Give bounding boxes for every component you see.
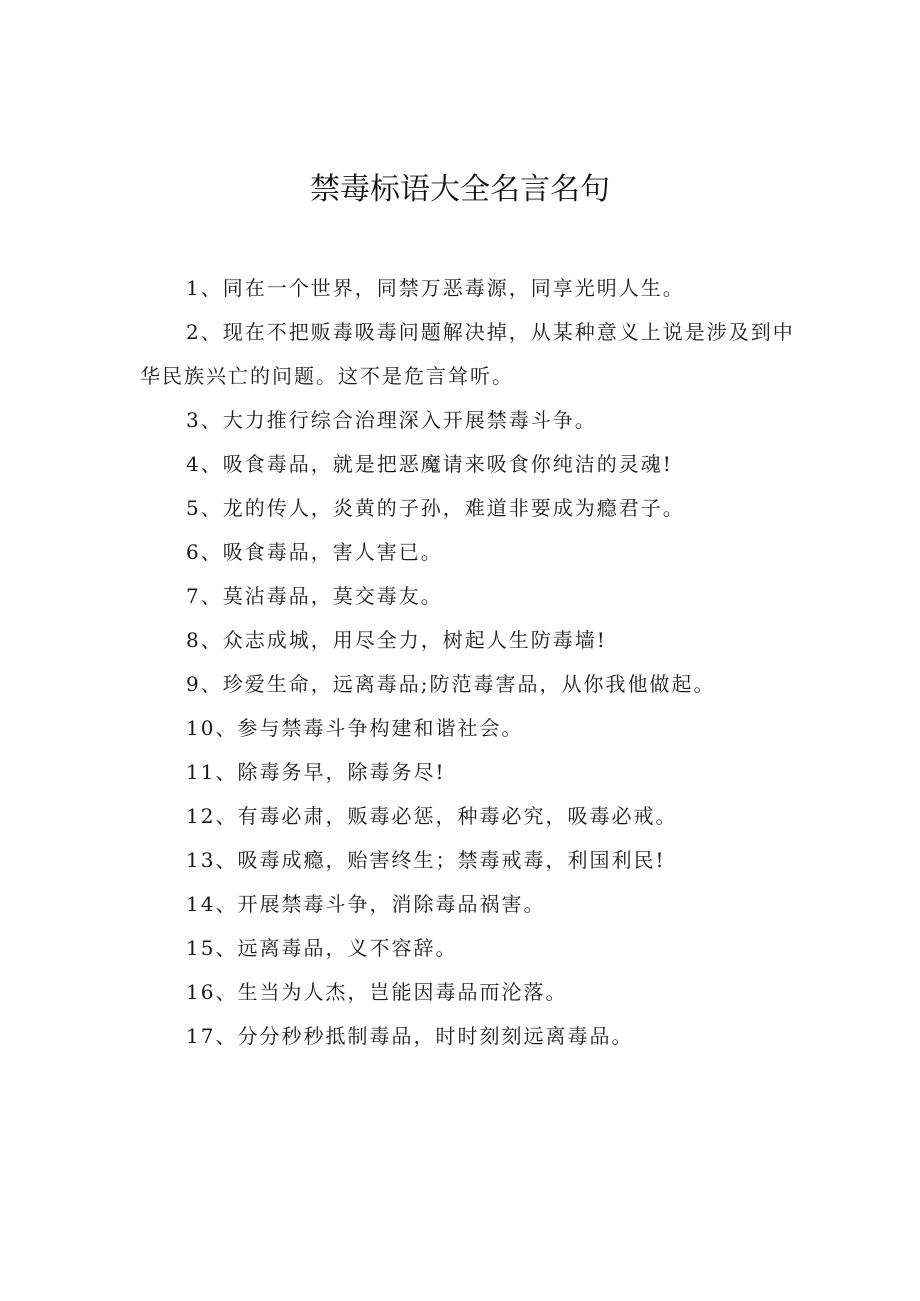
list-item: 5、龙的传人，炎黄的子孙，难道非要成为瘾君子。 bbox=[186, 496, 685, 520]
list-item: 11、除毒务早，除毒务尽! bbox=[186, 760, 446, 784]
list-item: 15、远离毒品，义不容辞。 bbox=[186, 936, 458, 960]
document-title: 禁毒标语大全名言名句 bbox=[310, 172, 610, 207]
list-item: 8、众志成城，用尽全力，树起人生防毒墙! bbox=[186, 628, 607, 652]
list-item: 1、同在一个世界，同禁万恶毒源，同享光明人生。 bbox=[186, 276, 685, 300]
list-item: 17、分分秒秒抵制毒品，时时刻刻远离毒品。 bbox=[186, 1024, 634, 1048]
list-item: 6、吸食毒品，害人害已。 bbox=[186, 540, 443, 564]
slogan-list bbox=[140, 266, 800, 1058]
list-item: 2、现在不把贩毒吸毒问题解决掉，从某种意义上说是涉及到中华民族兴亡的问题。这不是危言耸听。 bbox=[140, 320, 795, 388]
list-item: 7、莫沾毒品，莫交毒友。 bbox=[186, 584, 443, 608]
list-item: 10、参与禁毒斗争构建和谐社会。 bbox=[186, 716, 524, 740]
list-item: 4、吸食毒品，就是把恶魔请来吸食你纯洁的灵魂! bbox=[186, 452, 673, 476]
list-item: 16、生当为人杰，岂能因毒品而沦落。 bbox=[186, 980, 568, 1004]
list-item: 14、开展禁毒斗争，消除毒品祸害。 bbox=[186, 892, 546, 916]
list-item: 13、吸毒成瘾，贻害终生；禁毒戒毒，利国利民! bbox=[186, 848, 666, 872]
list-item: 3、大力推行综合治理深入开展禁毒斗争。 bbox=[186, 408, 597, 432]
list-item: 12、有毒必肃，贩毒必惩，种毒必究，吸毒必戒。 bbox=[186, 804, 678, 828]
list-item: 9、珍爱生命，远离毒品;防范毒害品，从你我他做起。 bbox=[186, 672, 716, 696]
